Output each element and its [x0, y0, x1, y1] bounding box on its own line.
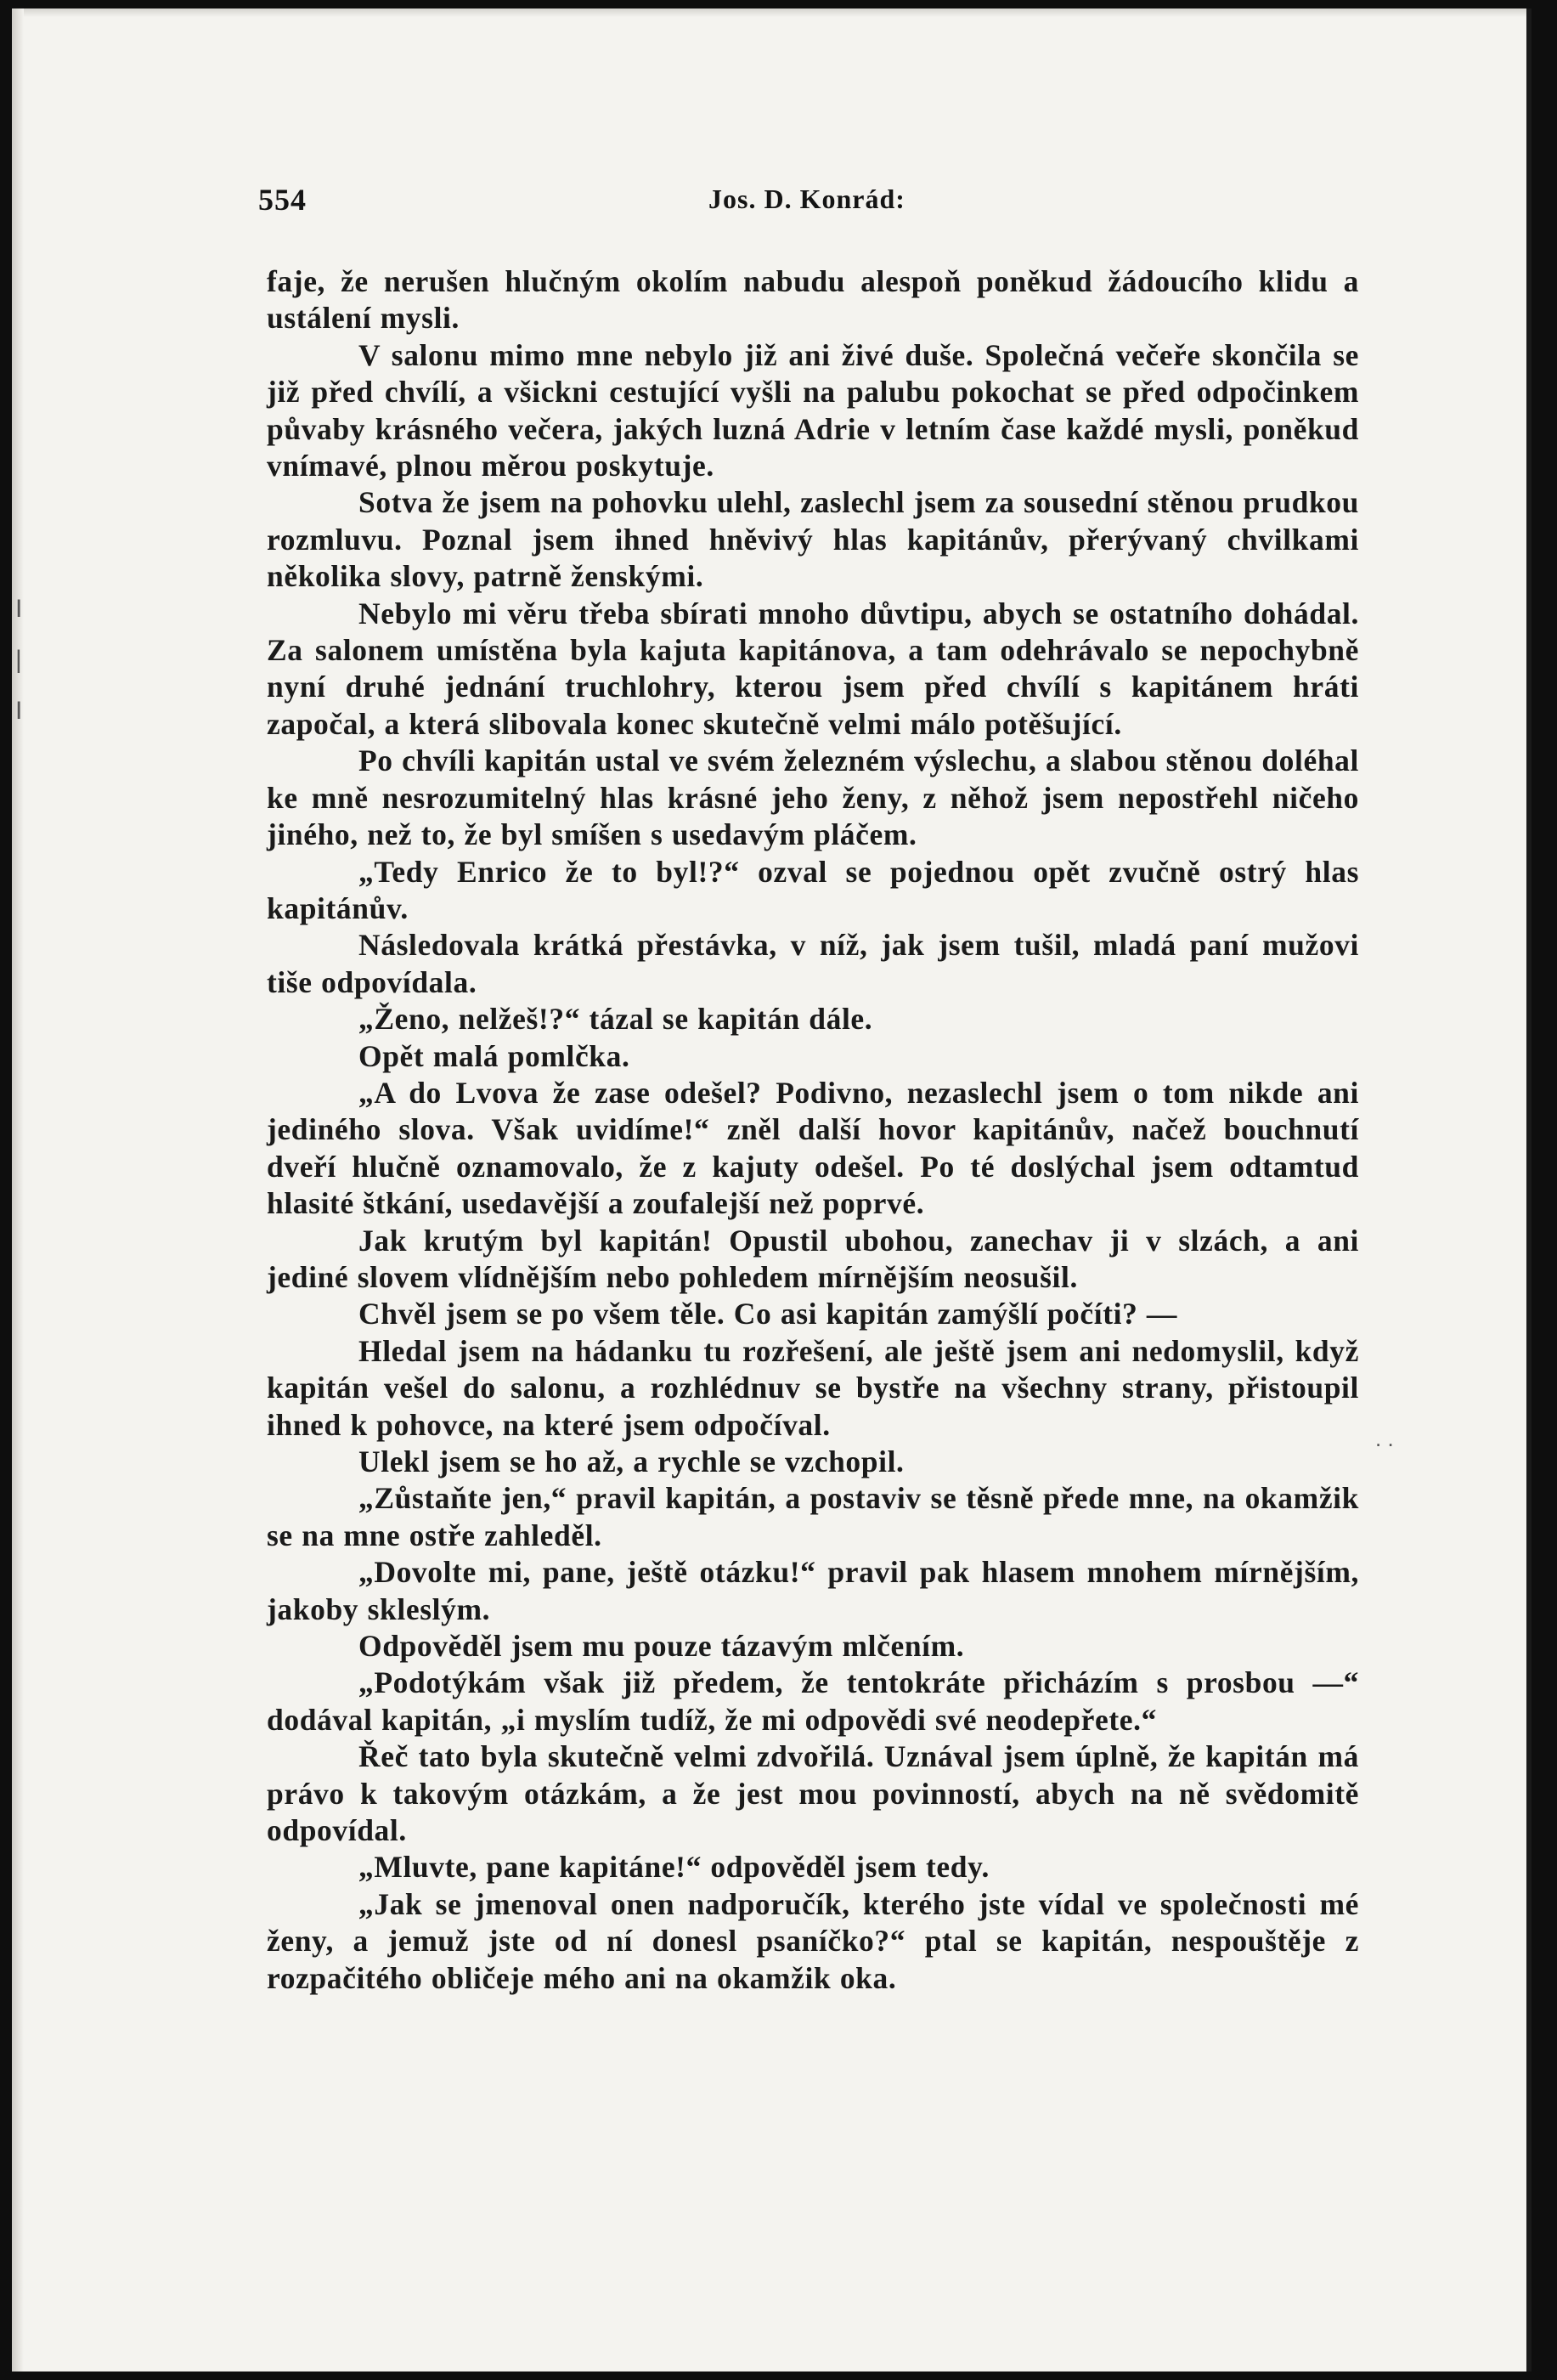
paragraph: Chvěl jsem se po všem těle. Co asi kapitán zamýšlí počíti? —: [358, 1297, 1178, 1331]
paragraph: Sotva že jsem na pohovku ulehl, zaslechl jsem za sousední stěnou prudkou rozmluvu. Poznal jsem ihned hněvivý hlas kapitánův, přerývaný chvilkami několika slovy, patrně ženskými.: [267, 485, 1359, 594]
page-number: 554: [258, 183, 307, 217]
paragraph: Odpověděl jsem mu pouze tázavým mlčením.: [358, 1629, 965, 1664]
paragraph: „Podotýkám však již předem, že tentokráte přicházím s prosbou —“ dodával kapitán, „i myslím tudíž, že mi odpovědi své neodepřete.“: [267, 1665, 1359, 1737]
scan-edge-top: [12, 8, 1532, 17]
paragraph: „Jak se jmenoval onen nadporučík, kterého jste vídal ve společnosti mé ženy, a jemuž jste od ní donesl psaníčko?“ ptal se kapitán, nespouštěje z rozpačitého obličeje mého ani na okamžik oka.: [267, 1886, 1359, 1995]
margin-mark: I: [15, 697, 23, 725]
book-page: [12, 8, 1532, 2372]
paragraph: Po chvíli kapitán ustal ve svém železném výslechu, a slabou stěnou doléhal ke mně nesrozumitelný hlas krásné jeho ženy, z něhož jsem nepostřehl ničeho jiného, než to, že byl smíšen s usedavým pláčem.: [267, 743, 1359, 852]
page-header: [258, 182, 1354, 224]
paragraph: „Ženo, nelžeš!?“ tázal se kapitán dále.: [358, 1002, 873, 1037]
paragraph: Ulekl jsem se ho až, a rychle se vzchopil.: [358, 1444, 905, 1478]
scan-edge-left: [12, 8, 24, 2372]
running-head: Jos. D. Konrád:: [708, 184, 905, 214]
paragraph: „Mluvte, pane kapitáne!“ odpověděl jsem tedy.: [358, 1850, 990, 1885]
body-text: [267, 263, 1359, 1997]
margin-mark: |: [15, 646, 22, 674]
paragraph: „Dovolte mi, pane, ještě otázku!“ pravil pak hlasem mnohem mírnějším, jakoby skleslým.: [267, 1555, 1359, 1626]
margin-mark: I: [15, 595, 23, 623]
paragraph: faje, že nerušen hlučným okolím nabudu alespoň poněkud žádoucího klidu a ustálení mysli.: [267, 264, 1359, 336]
paragraph: Hledal jsem na hádanku tu rozřešení, ale ještě jsem ani nedomyslil, když kapitán vešel do salonu, a rozhlédnuv se bystře na všechny strany, přistoupil ihned k pohovce, na které jsem odpočíval.: [267, 1333, 1359, 1442]
paragraph: „Zůstaňte jen,“ pravil kapitán, a postaviv se těsně přede mne, na okamžik se na mne ostře zahleděl.: [267, 1481, 1359, 1552]
paragraph: Řeč tato byla skutečně velmi zdvořilá. Uznával jsem úplně, že kapitán má právo k takovým otázkám, a že jest mou povinností, abych na ně svědomitě odpovídal.: [267, 1739, 1359, 1848]
margin-mark: . .: [1375, 1426, 1394, 1451]
paragraph: Následovala krátká přestávka, v níž, jak jsem tušil, mladá paní mužovi tiše odpovídala.: [267, 928, 1359, 999]
paragraph: „Tedy Enrico že to byl!?“ ozval se pojednou opět zvučně ostrý hlas kapitánův.: [267, 854, 1359, 925]
paragraph: Jak krutým byl kapitán! Opustil ubohou, zanechav ji v slzách, a ani jediné slovem vlídnějším nebo pohledem mírnějším neosušil.: [267, 1223, 1359, 1294]
scan-edge-right: [1526, 8, 1532, 2372]
paragraph: Opět malá pomlčka.: [358, 1038, 630, 1073]
paragraph: „A do Lvova že zase odešel? Podivno, nezaslechl jsem o tom nikde ani jediného slova. Však uvidíme!“ zněl další hovor kapitánův, načež bouchnutí dveří hlučně oznamovalo, že z kajuty odešel. Po té doslýchal jsem odtamtud hlasité štkání, usedavější a zoufalejší než poprvé.: [267, 1075, 1359, 1221]
paragraph: Nebylo mi věru třeba sbírati mnoho důvtipu, abych se ostatního dohádal. Za salonem umístěna byla kajuta kapitánova, a tam odehrávalo se nepochybně nyní druhé jednání truchlohry, kterou jsem před chvílí s kapitánem hráti započal, a která slibovala konec skutečně velmi málo potěšující.: [267, 596, 1359, 741]
paragraph: V salonu mimo mne nebylo již ani živé duše. Společná večeře skončila se již před chvílí, a všickni cestující vyšli na palubu pokochat se před odpočinkem půvaby krásného večera, jakých luzná Adrie v letním čase každé mysli, poněkud vnímavé, plnou měrou poskytuje.: [267, 337, 1359, 483]
